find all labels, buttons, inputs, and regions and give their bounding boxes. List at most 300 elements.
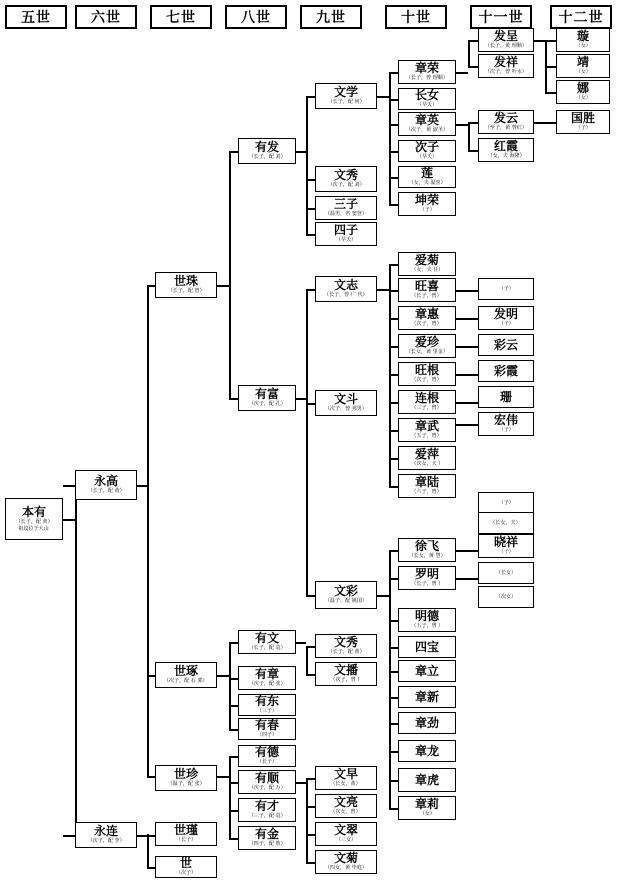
person-node[interactable] bbox=[478, 278, 534, 300]
person-note: （次女，夫 ） bbox=[411, 461, 443, 467]
person-name: 靖 bbox=[576, 55, 589, 69]
person-note: （次子，黄 淑圣） bbox=[405, 127, 449, 133]
generation-header: 七世 bbox=[150, 5, 212, 29]
person-name: 有东 bbox=[254, 694, 279, 708]
person-node[interactable] bbox=[398, 474, 456, 498]
person-name: 有富 bbox=[254, 387, 279, 401]
connector-line bbox=[377, 289, 389, 291]
person-name: 有顺 bbox=[254, 771, 279, 785]
person-name: 本有 bbox=[21, 504, 46, 519]
person-note: （三子） bbox=[256, 708, 278, 714]
person-node[interactable] bbox=[398, 796, 456, 820]
person-note: （次子，配 李） bbox=[87, 838, 125, 844]
connector-line bbox=[147, 285, 155, 287]
generation-header: 六世 bbox=[75, 5, 137, 29]
person-note-secondary: 祖坟位于大山 bbox=[18, 525, 50, 532]
connector-line bbox=[456, 578, 478, 580]
person-node[interactable] bbox=[398, 278, 456, 302]
connector-line bbox=[306, 862, 315, 864]
person-name: 章虎 bbox=[414, 772, 439, 787]
person-note: （长子） bbox=[256, 759, 278, 765]
connector-line bbox=[306, 595, 315, 597]
person-name: 四宝 bbox=[414, 639, 439, 654]
person-node[interactable] bbox=[315, 794, 377, 818]
person-name: 有德 bbox=[254, 745, 279, 759]
person-note: （长子，曾 广 代） bbox=[324, 292, 368, 298]
person-name: 旺喜 bbox=[414, 279, 439, 293]
connector-line bbox=[389, 402, 398, 404]
person-note: （子） bbox=[498, 427, 514, 433]
person-name: 坤荣 bbox=[414, 193, 439, 207]
person-node[interactable] bbox=[398, 418, 456, 442]
person-name: 章龙 bbox=[414, 743, 439, 758]
person-node[interactable] bbox=[315, 581, 377, 609]
connector-line bbox=[147, 834, 149, 867]
person-note: （长子，曾） bbox=[411, 293, 443, 299]
person-name: 发明 bbox=[493, 307, 518, 321]
person-node[interactable] bbox=[238, 770, 296, 794]
connector-line bbox=[306, 179, 315, 181]
person-note: （四子） bbox=[256, 732, 278, 738]
person-node[interactable] bbox=[315, 166, 377, 192]
person-name: 文翠 bbox=[333, 823, 358, 837]
person-node[interactable] bbox=[155, 822, 217, 846]
person-node[interactable] bbox=[556, 28, 610, 52]
person-name: 有春 bbox=[254, 718, 279, 732]
person-name: 四子 bbox=[333, 223, 358, 237]
person-name: 三子 bbox=[333, 197, 358, 211]
connector-line bbox=[389, 374, 398, 376]
connector-line bbox=[377, 595, 389, 597]
person-node[interactable] bbox=[478, 386, 534, 408]
person-name: 文斗 bbox=[333, 392, 358, 406]
person-note: （女，夫 海隆） bbox=[487, 153, 525, 159]
person-note: （长女，黄 里金） bbox=[405, 349, 449, 355]
person-name: 爱萍 bbox=[414, 447, 439, 461]
person-name: 彩云 bbox=[493, 337, 518, 352]
person-node[interactable] bbox=[315, 634, 377, 658]
connector-line bbox=[389, 177, 398, 179]
person-name: 红霞 bbox=[493, 139, 518, 153]
person-note: （女，夫 任） bbox=[411, 267, 443, 273]
person-node[interactable] bbox=[398, 362, 456, 386]
connector-line bbox=[389, 697, 398, 699]
connector-line bbox=[456, 72, 468, 74]
connector-line bbox=[306, 778, 315, 780]
person-note: （长女，黄 慧） bbox=[408, 553, 446, 559]
person-node[interactable] bbox=[398, 636, 456, 658]
person-name: 章武 bbox=[414, 419, 439, 433]
person-name: 章立 bbox=[414, 663, 439, 678]
person-name: 璇 bbox=[576, 29, 589, 43]
person-node[interactable] bbox=[315, 850, 377, 874]
person-note: （温子，配 姚国） bbox=[324, 598, 368, 604]
person-name: 晓祥 bbox=[493, 535, 518, 549]
person-note: （三子，配 袁） bbox=[248, 813, 286, 819]
connector-line bbox=[468, 150, 478, 152]
person-node[interactable] bbox=[238, 718, 296, 740]
person-note: （五子，曾） bbox=[411, 433, 443, 439]
connector-line bbox=[456, 318, 478, 320]
person-name: 明德 bbox=[414, 609, 439, 623]
connector-line bbox=[389, 647, 398, 649]
connector-line bbox=[468, 122, 478, 124]
connector-line bbox=[147, 776, 155, 778]
connector-line bbox=[229, 151, 231, 398]
person-node[interactable] bbox=[478, 138, 534, 162]
connector-line bbox=[389, 808, 398, 810]
person-node[interactable] bbox=[155, 272, 217, 298]
connector-line bbox=[389, 204, 398, 206]
connector-line bbox=[456, 424, 478, 426]
person-node[interactable] bbox=[398, 192, 456, 216]
person-node[interactable] bbox=[155, 856, 217, 878]
person-name: 连根 bbox=[414, 391, 439, 405]
connector-line bbox=[75, 485, 77, 835]
person-note: （长女，夫） bbox=[490, 519, 522, 526]
person-node[interactable] bbox=[398, 60, 456, 84]
connector-line bbox=[229, 810, 238, 812]
person-node[interactable] bbox=[155, 662, 217, 688]
person-name: 世瑾 bbox=[173, 823, 198, 837]
person-note: （长子，配 何） bbox=[327, 99, 365, 105]
connector-line bbox=[456, 346, 478, 348]
person-note: （子） bbox=[419, 207, 435, 213]
person-note: （女，夫 温喜） bbox=[408, 180, 446, 186]
connector-line bbox=[389, 620, 398, 622]
person-note: （次子，配 万） bbox=[248, 785, 286, 791]
connector-line bbox=[534, 122, 556, 124]
person-note: （五子，曾 ） bbox=[411, 623, 443, 629]
connector-line bbox=[456, 124, 468, 126]
connector-line bbox=[217, 776, 229, 778]
person-note: （三子，曾） bbox=[411, 405, 443, 411]
person-node[interactable] bbox=[315, 822, 377, 846]
person-name: 章新 bbox=[414, 689, 439, 704]
person-node[interactable] bbox=[315, 766, 377, 790]
connector-line bbox=[456, 374, 478, 376]
connector-line bbox=[229, 151, 238, 153]
person-name: 娜 bbox=[576, 81, 589, 95]
person-note: （女） bbox=[419, 811, 435, 817]
person-note: （次子，曾 邦男） bbox=[324, 406, 368, 412]
generation-header: 八世 bbox=[225, 5, 287, 29]
generation-header: 五世 bbox=[5, 5, 67, 29]
person-name: 长女 bbox=[414, 88, 439, 102]
person-note: （次子，配 孔） bbox=[248, 401, 286, 407]
person-node[interactable] bbox=[315, 662, 377, 686]
person-node[interactable] bbox=[398, 166, 456, 188]
person-node[interactable] bbox=[478, 54, 534, 78]
generation-header: 十一世 bbox=[470, 5, 532, 29]
connector-line bbox=[456, 290, 478, 292]
generation-header: 九世 bbox=[300, 5, 362, 29]
connector-line bbox=[456, 550, 478, 552]
person-node[interactable] bbox=[398, 306, 456, 330]
person-note: （长子，配 黄） bbox=[87, 488, 125, 494]
person-name: 珊 bbox=[499, 389, 512, 404]
person-node[interactable] bbox=[478, 28, 534, 52]
person-name: 有文 bbox=[254, 631, 279, 645]
connector-line bbox=[229, 678, 238, 680]
person-node[interactable] bbox=[478, 412, 534, 436]
connector-line bbox=[389, 780, 398, 782]
person-note: （长子，配 曾） bbox=[167, 288, 205, 294]
person-node[interactable] bbox=[238, 385, 296, 411]
person-name: 国胜 bbox=[570, 111, 595, 125]
person-note: （长子，曾 ） bbox=[411, 581, 443, 587]
person-name: 宏伟 bbox=[493, 413, 518, 427]
person-name: 有章 bbox=[254, 667, 279, 681]
person-node[interactable] bbox=[398, 252, 456, 276]
person-name: 发祥 bbox=[493, 55, 518, 69]
connector-line bbox=[306, 289, 315, 291]
person-node[interactable] bbox=[315, 196, 377, 220]
person-name: 永连 bbox=[93, 824, 118, 838]
person-name: 文秀 bbox=[333, 168, 358, 182]
person-name: 章劲 bbox=[414, 715, 439, 730]
person-name: 彩霞 bbox=[493, 363, 518, 378]
person-node[interactable] bbox=[238, 745, 296, 767]
connector-line bbox=[306, 289, 308, 595]
connector-line bbox=[147, 675, 155, 677]
person-node[interactable] bbox=[398, 334, 456, 358]
person-node[interactable] bbox=[398, 740, 456, 762]
person-note: （温子，配 张） bbox=[167, 781, 205, 787]
connector-line bbox=[545, 92, 556, 94]
person-note: （早夭） bbox=[416, 102, 438, 108]
person-name: 文志 bbox=[333, 278, 358, 292]
connector-line bbox=[306, 403, 315, 405]
connector-line bbox=[389, 346, 398, 348]
person-note: （女） bbox=[575, 69, 591, 75]
person-node[interactable] bbox=[398, 608, 456, 632]
person-note: （次子，曾 ） bbox=[330, 677, 362, 683]
person-node[interactable] bbox=[315, 83, 377, 109]
person-name: 文学 bbox=[333, 85, 358, 99]
person-node[interactable] bbox=[478, 562, 534, 584]
connector-line bbox=[229, 756, 238, 758]
connector-line bbox=[389, 578, 398, 580]
person-note: （次女，曾） bbox=[330, 809, 362, 815]
person-node[interactable] bbox=[478, 492, 534, 514]
connector-line bbox=[147, 285, 149, 777]
person-name: 章陆 bbox=[414, 475, 439, 489]
connector-line bbox=[229, 756, 231, 838]
person-node[interactable] bbox=[315, 222, 377, 246]
connector-line bbox=[229, 782, 238, 784]
person-node[interactable] bbox=[75, 822, 137, 848]
person-node[interactable] bbox=[398, 660, 456, 682]
generation-header: 十二世 bbox=[550, 5, 612, 29]
person-note: （次子，配 石 郭） bbox=[164, 678, 208, 684]
connector-line bbox=[389, 124, 398, 126]
connector-line bbox=[296, 151, 306, 153]
person-node[interactable] bbox=[478, 586, 534, 608]
person-node[interactable] bbox=[315, 276, 377, 302]
connector-line bbox=[389, 72, 398, 74]
person-node[interactable] bbox=[556, 54, 610, 78]
person-note: （六子，曾） bbox=[411, 489, 443, 495]
connector-line bbox=[389, 751, 398, 753]
person-node[interactable] bbox=[478, 334, 534, 356]
connector-line bbox=[456, 402, 478, 404]
person-node[interactable] bbox=[238, 630, 296, 654]
person-name: 世珠 bbox=[173, 274, 198, 288]
connector-line bbox=[389, 723, 398, 725]
person-node[interactable] bbox=[398, 390, 456, 414]
person-name: 发呈 bbox=[493, 29, 518, 43]
person-node[interactable] bbox=[238, 826, 296, 850]
person-node[interactable] bbox=[398, 566, 456, 590]
person-node[interactable] bbox=[315, 390, 377, 416]
person-name: 世 bbox=[179, 856, 192, 870]
person-note: （温男，名 窦登） bbox=[324, 211, 368, 217]
person-node[interactable] bbox=[398, 686, 456, 708]
person-note: （长女，黄） bbox=[330, 781, 362, 787]
connector-line bbox=[306, 806, 315, 808]
connector-line bbox=[137, 485, 147, 487]
person-note: （女） bbox=[575, 43, 591, 49]
person-note: （长子，黄 理顺） bbox=[484, 43, 528, 49]
person-node[interactable] bbox=[556, 110, 610, 134]
connector-line bbox=[296, 782, 306, 784]
person-name: 章英 bbox=[414, 113, 439, 127]
connector-line bbox=[468, 40, 478, 42]
person-node[interactable] bbox=[238, 666, 296, 690]
person-note: （长子） bbox=[175, 837, 197, 843]
person-node[interactable] bbox=[556, 80, 610, 104]
connector-line bbox=[306, 234, 315, 236]
person-node[interactable] bbox=[398, 112, 456, 136]
connector-line bbox=[389, 550, 398, 552]
connector-line bbox=[217, 285, 229, 287]
person-note: （子） bbox=[498, 549, 514, 555]
connector-line bbox=[306, 96, 315, 98]
person-name: 文亮 bbox=[333, 795, 358, 809]
person-node[interactable] bbox=[478, 360, 534, 382]
person-note: （长女） bbox=[495, 569, 517, 576]
connector-line bbox=[296, 642, 306, 644]
connector-line bbox=[389, 151, 398, 153]
connector-line bbox=[389, 550, 391, 808]
person-name: 文菊 bbox=[333, 851, 358, 865]
connector-line bbox=[229, 642, 231, 730]
connector-line bbox=[137, 835, 155, 837]
person-node[interactable] bbox=[478, 534, 534, 558]
connector-line bbox=[468, 40, 470, 66]
connector-line bbox=[306, 96, 308, 234]
person-note: （长子，曾 理顺） bbox=[405, 75, 449, 81]
person-node[interactable] bbox=[398, 712, 456, 734]
person-name: 莲 bbox=[420, 166, 433, 180]
person-note: （子） bbox=[498, 285, 514, 292]
connector-line bbox=[63, 485, 75, 487]
person-name: 爱菊 bbox=[414, 253, 439, 267]
connector-line bbox=[63, 519, 75, 521]
person-node[interactable] bbox=[398, 88, 456, 110]
person-note: （长子，配 黄） bbox=[15, 518, 53, 525]
connector-line bbox=[389, 290, 398, 292]
person-note: （次子，曾） bbox=[411, 321, 443, 327]
connector-line bbox=[229, 642, 238, 644]
person-node[interactable] bbox=[478, 110, 534, 134]
connector-line bbox=[229, 705, 238, 707]
person-node[interactable] bbox=[75, 470, 137, 500]
connector-line bbox=[306, 208, 315, 210]
person-name: 次子 bbox=[414, 140, 439, 154]
person-note: （四子，配 敖） bbox=[248, 841, 286, 847]
connector-line bbox=[229, 398, 238, 400]
connector-line bbox=[217, 675, 229, 677]
person-name: 章莉 bbox=[414, 797, 439, 811]
connector-line bbox=[389, 72, 391, 204]
person-note: （长子，配 刘） bbox=[248, 154, 286, 160]
connector-line bbox=[468, 122, 470, 150]
person-note: （至子，黄 曾红） bbox=[484, 125, 528, 131]
connector-line bbox=[229, 838, 238, 840]
person-name: 徐飞 bbox=[414, 539, 439, 553]
person-node[interactable] bbox=[398, 768, 456, 792]
connector-line bbox=[389, 318, 398, 320]
connector-line bbox=[389, 671, 398, 673]
person-note: （三女） bbox=[335, 837, 357, 843]
generation-header: 十世 bbox=[385, 5, 447, 29]
person-note: （早夭） bbox=[416, 154, 438, 160]
person-note: （长子，配 袁） bbox=[248, 645, 286, 651]
connector-line bbox=[229, 729, 238, 731]
person-node[interactable] bbox=[478, 512, 534, 534]
person-name: 文秀 bbox=[333, 635, 358, 649]
person-note: （次子） bbox=[175, 870, 197, 876]
person-name: 发云 bbox=[493, 111, 518, 125]
person-node[interactable] bbox=[478, 306, 534, 330]
person-name: 爱珍 bbox=[414, 335, 439, 349]
person-note: （次女） bbox=[495, 593, 517, 600]
person-note: （次子，配 张） bbox=[248, 681, 286, 687]
connector-line bbox=[63, 835, 75, 837]
person-name: 世珍 bbox=[173, 767, 198, 781]
person-note: （子） bbox=[498, 321, 514, 327]
person-name: 文早 bbox=[333, 767, 358, 781]
person-node[interactable] bbox=[238, 798, 296, 822]
person-name: 旺根 bbox=[414, 363, 439, 377]
person-note: （次子，曾） bbox=[411, 377, 443, 383]
person-name: 罗明 bbox=[414, 567, 439, 581]
person-note: （子） bbox=[575, 125, 591, 131]
connector-line bbox=[389, 264, 398, 266]
person-name: 章惠 bbox=[414, 307, 439, 321]
connector-line bbox=[296, 398, 306, 400]
connector-line bbox=[377, 96, 389, 98]
connector-line bbox=[389, 486, 398, 488]
person-name: 有发 bbox=[254, 140, 279, 154]
connector-line bbox=[306, 674, 315, 676]
person-node[interactable] bbox=[5, 498, 63, 540]
person-node[interactable] bbox=[238, 138, 296, 164]
person-node[interactable] bbox=[238, 694, 296, 716]
person-node[interactable] bbox=[398, 538, 456, 562]
person-name: 章荣 bbox=[414, 61, 439, 75]
connector-line bbox=[389, 99, 398, 101]
connector-line bbox=[306, 834, 315, 836]
person-node[interactable] bbox=[155, 765, 217, 791]
person-note: （早夭） bbox=[335, 237, 357, 243]
person-node[interactable] bbox=[398, 140, 456, 162]
person-node[interactable] bbox=[398, 446, 456, 470]
connector-line bbox=[306, 646, 315, 648]
connector-line bbox=[468, 66, 478, 68]
